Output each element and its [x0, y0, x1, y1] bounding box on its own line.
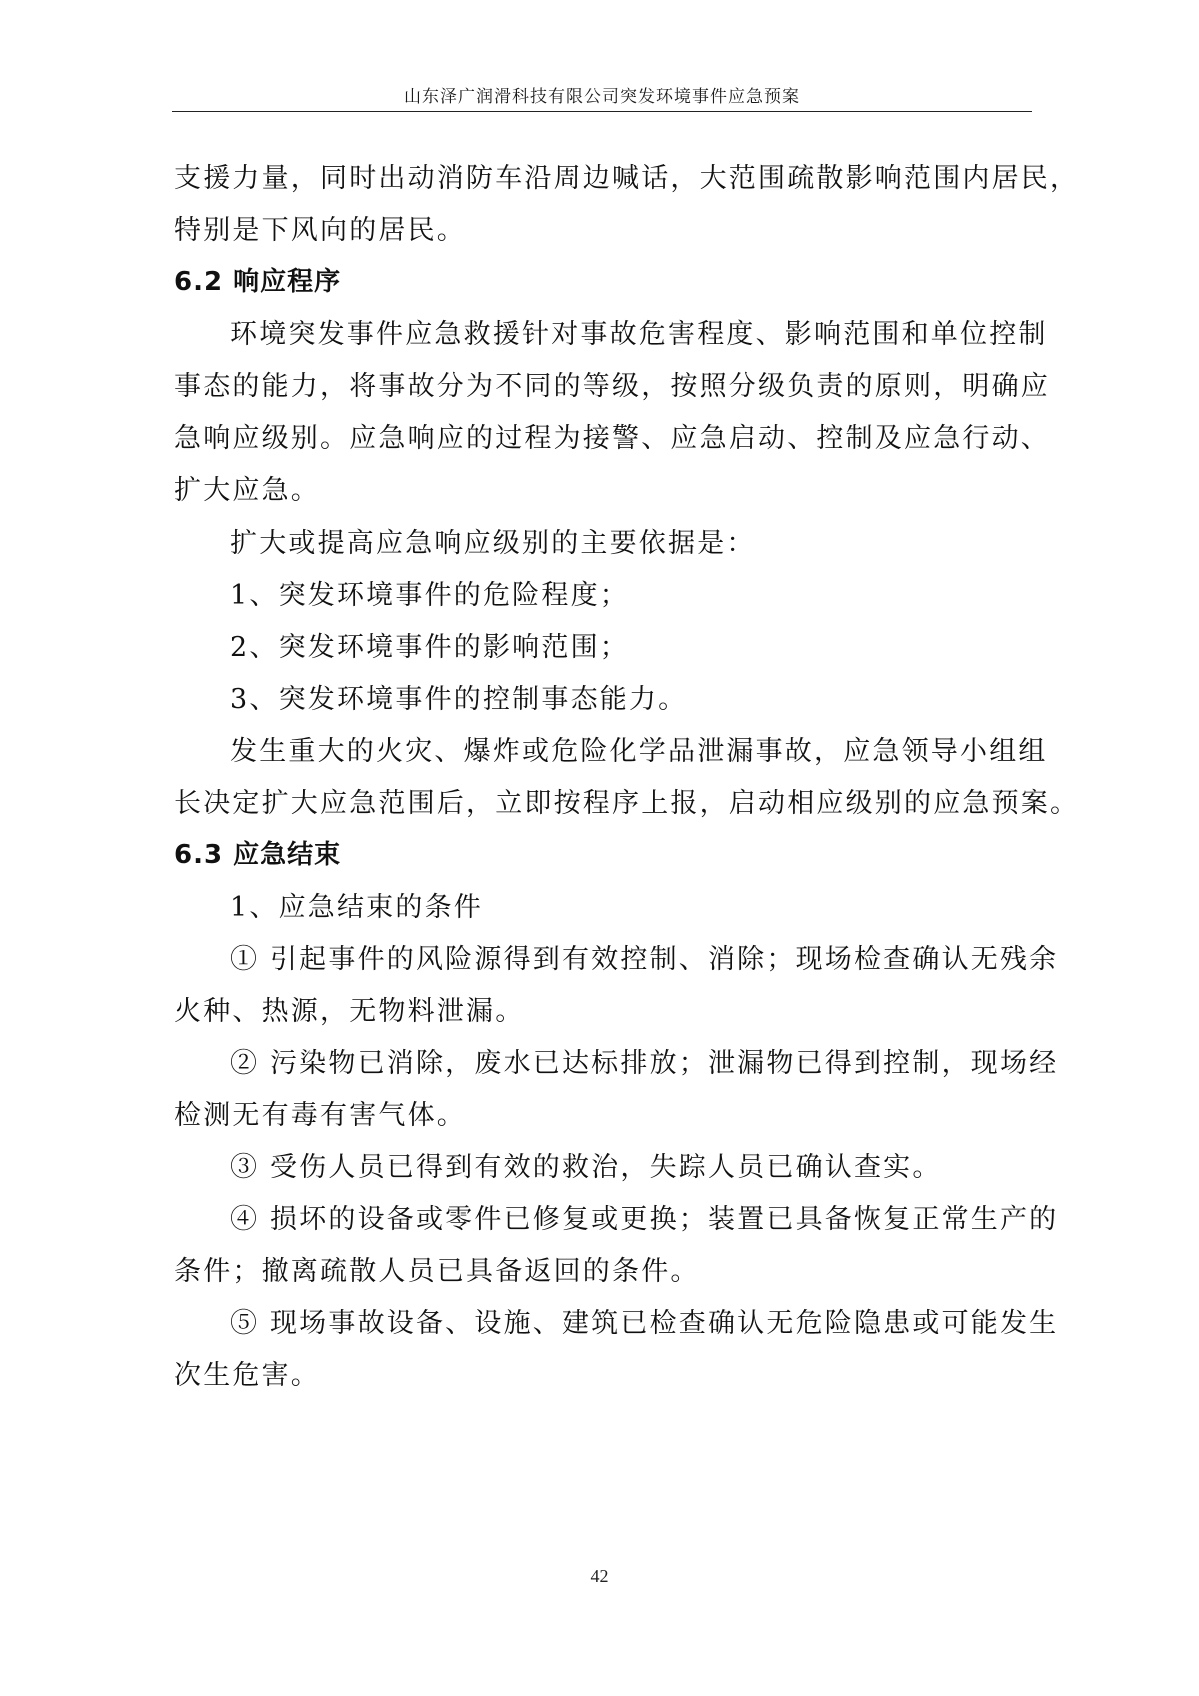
paragraph-line: 长决定扩大应急范围后，立即按程序上报，启动相应级别的应急预案。 [174, 788, 1080, 819]
paragraph-line: 急响应级别。应急响应的过程为接警、应急启动、控制及应急行动、 [174, 423, 1050, 454]
paragraph-line: 特别是下风向的居民。 [174, 215, 466, 246]
paragraph-line: 环境突发事件应急救援针对事故危害程度、影响范围和单位控制 [230, 319, 1048, 350]
section-heading-6-2: 6.2 响应程序 [174, 267, 342, 297]
paragraph-line: 发生重大的火灾、爆炸或危险化学品泄漏事故，应急领导小组组 [230, 736, 1048, 767]
paragraph-line: 事态的能力，将事故分为不同的等级，按照分级负责的原则，明确应 [174, 371, 1050, 402]
list-item: ⑤ 现场事故设备、设施、建筑已检查确认无危险隐患或可能发生 [230, 1308, 1059, 1339]
section-heading-6-3: 6.3 应急结束 [174, 840, 342, 870]
list-item: 2、突发环境事件的影响范围； [230, 632, 629, 663]
list-item: 3、突发环境事件的控制事态能力。 [230, 684, 688, 715]
paragraph-line: 次生危害。 [174, 1360, 320, 1391]
paragraph-line: 扩大或提高应急响应级别的主要依据是： [230, 528, 756, 559]
list-item: ④ 损坏的设备或零件已修复或更换；装置已具备恢复正常生产的 [230, 1204, 1059, 1235]
list-item: 1、应急结束的条件 [230, 892, 483, 923]
paragraph-line: 扩大应急。 [174, 475, 320, 506]
list-item: 1、突发环境事件的危险程度； [230, 580, 629, 611]
list-item: ② 污染物已消除，废水已达标排放；泄漏物已得到控制，现场经 [230, 1048, 1059, 1079]
paragraph-line: 检测无有毒有害气体。 [174, 1100, 466, 1131]
paragraph-line: 条件；撤离疏散人员已具备返回的条件。 [174, 1256, 700, 1287]
paragraph-line: 支援力量，同时出动消防车沿周边喊话，大范围疏散影响范围内居民， [174, 163, 1080, 194]
document-header-title: 山东泽广润滑科技有限公司突发环境事件应急预案 [404, 87, 800, 107]
list-item: ① 引起事件的风险源得到有效控制、消除；现场检查确认无残余 [230, 944, 1059, 975]
paragraph-line: 火种、热源，无物料泄漏。 [174, 996, 525, 1027]
page-number: 42 [590, 1566, 609, 1586]
list-item: ③ 受伤人员已得到有效的救治，失踪人员已确认查实。 [230, 1152, 942, 1183]
